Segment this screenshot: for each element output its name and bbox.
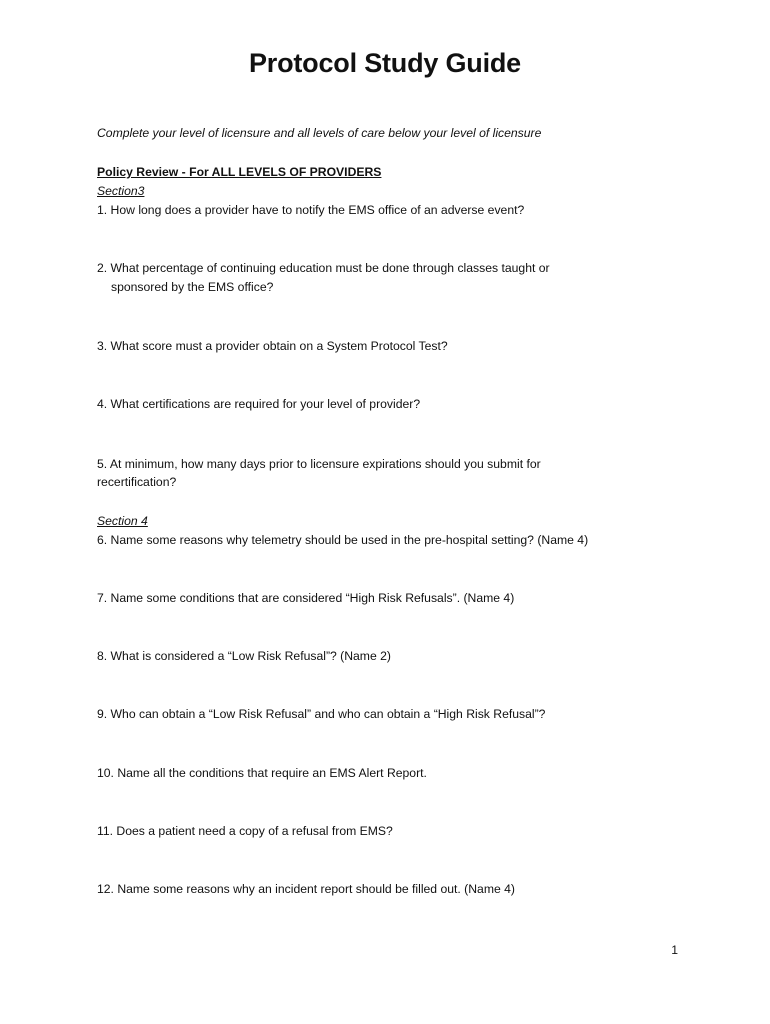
- section-4-heading: Section 4: [97, 514, 148, 528]
- question-11: 11. Does a patient need a copy of a refusal from EMS?: [97, 824, 393, 838]
- question-5-line-2: recertification?: [97, 475, 177, 489]
- question-10: 10. Name all the conditions that require an EMS Alert Report.: [97, 766, 427, 780]
- section-3-heading: Section3: [97, 184, 145, 198]
- question-5-line-1: 5. At minimum, how many days prior to licensure expirations should you submit for: [97, 457, 541, 471]
- instructions-text: Complete your level of licensure and all levels of care below your level of licensure: [97, 126, 542, 140]
- policy-review-heading: Policy Review - For ALL LEVELS OF PROVIDERS: [97, 165, 382, 179]
- page-title: Protocol Study Guide: [248, 48, 521, 78]
- question-3: 3. What score must a provider obtain on a System Protocol Test?: [97, 339, 448, 353]
- question-2-line-2: sponsored by the EMS office?: [111, 280, 274, 294]
- question-9: 9. Who can obtain a “Low Risk Refusal” and who can obtain a “High Risk Refusal”?: [97, 707, 546, 721]
- question-1: 1. How long does a provider have to notify the EMS office of an adverse event?: [97, 203, 525, 217]
- question-7: 7. Name some conditions that are considered “High Risk Refusals”. (Name 4): [97, 591, 515, 605]
- page-number: 1: [671, 943, 678, 957]
- question-12: 12. Name some reasons why an incident report should be filled out. (Name 4): [97, 882, 515, 896]
- question-6: 6. Name some reasons why telemetry should be used in the pre-hospital setting? (Name 4): [97, 533, 589, 547]
- question-2-line-1: 2. What percentage of continuing education must be done through classes taught or: [97, 261, 550, 275]
- question-8: 8. What is considered a “Low Risk Refusal”? (Name 2): [97, 649, 391, 663]
- question-4: 4. What certifications are required for your level of provider?: [97, 397, 421, 411]
